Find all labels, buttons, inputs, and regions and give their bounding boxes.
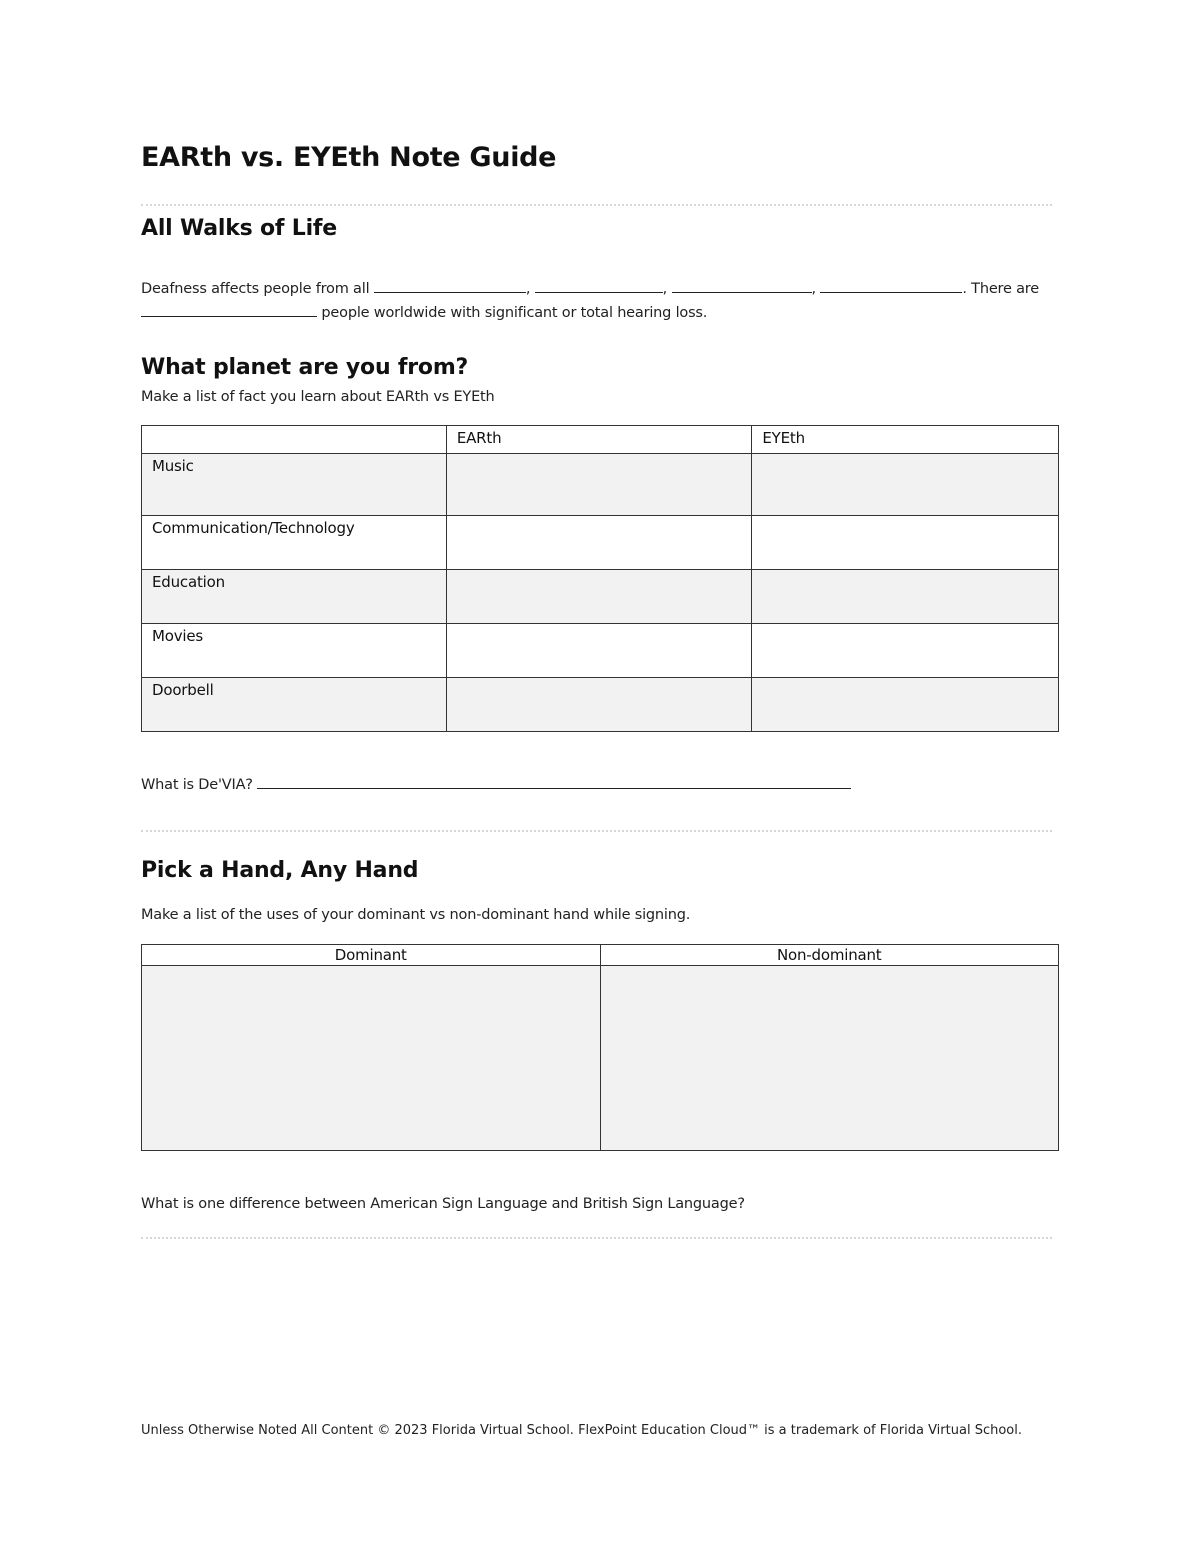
section-heading-what-planet: What planet are you from? [141, 355, 469, 380]
earth-cell[interactable] [446, 570, 752, 624]
table-row [142, 966, 1059, 1151]
header-cell-earth: EARth [446, 426, 752, 454]
copyright-footer: Unless Otherwise Noted All Content © 2023 Florida Virtual School. FlexPoint Education Cloud™ is a trademark of Florida Virtual School. [141, 1423, 1022, 1438]
devia-question [141, 774, 851, 793]
section-heading-walks-of-life: All Walks of Life [141, 216, 338, 241]
blank-2[interactable] [535, 278, 663, 293]
header-cell-empty [142, 426, 447, 454]
eyeth-cell[interactable] [752, 516, 1059, 570]
row-label-communication-technology: Communication/Technology [142, 516, 447, 570]
table-row [142, 624, 1059, 678]
sentence-text: Deafness affects people from all [141, 281, 370, 297]
sentence-text: people worldwide with significant or total hearing loss. [321, 305, 708, 321]
eyeth-cell[interactable] [752, 678, 1059, 732]
row-label-education: Education [142, 570, 447, 624]
eyeth-cell[interactable] [752, 570, 1059, 624]
header-cell-dominant: Dominant [142, 945, 601, 966]
header-cell-eyeth: EYEth [752, 426, 1059, 454]
header-cell-nondominant: Non-dominant [600, 945, 1059, 966]
page-title: EARth vs. EYEth Note Guide [141, 142, 557, 173]
table-row [142, 570, 1059, 624]
separator: , [662, 281, 668, 297]
row-label-music: Music [142, 454, 447, 516]
earth-eyeth-table [141, 425, 1059, 732]
dominant-hand-table [141, 944, 1059, 1151]
earth-cell[interactable] [446, 516, 752, 570]
eyeth-cell[interactable] [752, 624, 1059, 678]
table-header-row [142, 945, 1059, 966]
question-text: What is De'VIA? [141, 777, 253, 793]
eyeth-cell[interactable] [752, 454, 1059, 516]
section-heading-pick-a-hand: Pick a Hand, Any Hand [141, 858, 419, 883]
fill-in-sentence-line-2 [141, 302, 707, 321]
table-header-row [142, 426, 1059, 454]
earth-cell[interactable] [446, 454, 752, 516]
blank-4[interactable] [820, 278, 962, 293]
separator: , [525, 281, 531, 297]
earth-cell[interactable] [446, 624, 752, 678]
row-label-doorbell: Doorbell [142, 678, 447, 732]
hand-instruction: Make a list of the uses of your dominant vs non-dominant hand while signing. [141, 907, 691, 923]
asl-bsl-question: What is one difference between American Sign Language and British Sign Language? [141, 1196, 745, 1212]
nondominant-cell[interactable] [600, 966, 1059, 1151]
table-row [142, 454, 1059, 516]
row-label-movies: Movies [142, 624, 447, 678]
planet-instruction: Make a list of fact you learn about EARth vs EYEth [141, 389, 495, 405]
sentence-text: . There are [962, 281, 1039, 297]
divider [141, 830, 1052, 832]
blank-3[interactable] [672, 278, 812, 293]
divider [141, 204, 1052, 206]
blank-5[interactable] [141, 302, 317, 317]
divider [141, 1237, 1052, 1239]
separator: , [811, 281, 816, 297]
devia-answer-blank[interactable] [257, 774, 851, 789]
table-row [142, 678, 1059, 732]
earth-cell[interactable] [446, 678, 752, 732]
blank-1[interactable] [374, 278, 526, 293]
table-row [142, 516, 1059, 570]
fill-in-sentence-line-1 [141, 278, 1039, 297]
dominant-cell[interactable] [142, 966, 601, 1151]
